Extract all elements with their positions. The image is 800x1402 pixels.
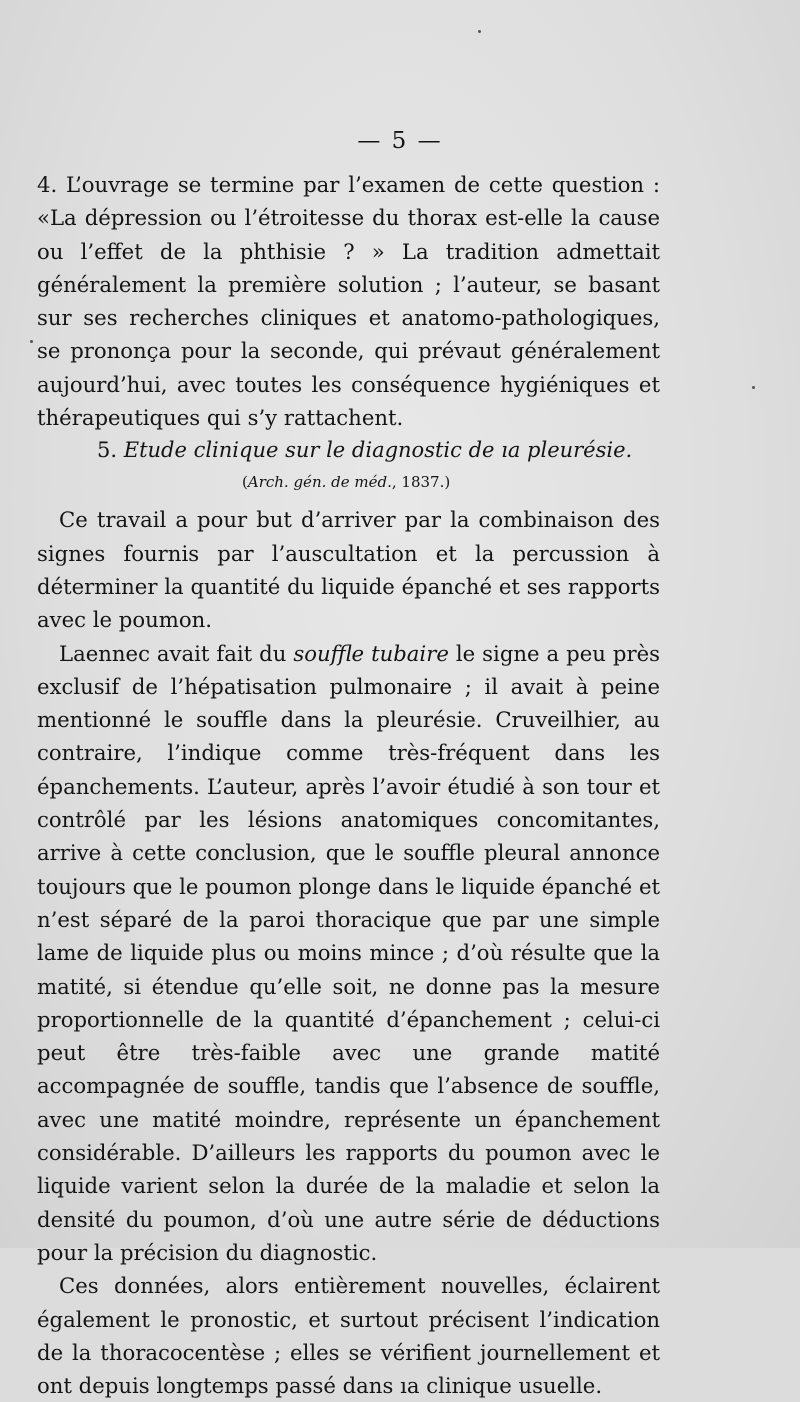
paragraph-item-4: 4. L’ouvrage se termine par l’examen de cette question : «La dépression ou l’étroitesse du thorax est-elle la cause ou l’effet de la phthisie ? » La tradition admettait généralement la première solution ; l’auteur, se basant sur ses recherches cliniques et anatomo-pathologiques, se prononça pour la seconde, qui prévaut généralement aujourd’hui, avec toutes les conséquence hygiéniques et thérapeutiques qui s’y rattachent. bbox=[37, 172, 660, 431]
section-heading bbox=[37, 434, 660, 467]
page-speck bbox=[30, 340, 33, 343]
souffle-tubaire-term: souffle tubaire bbox=[293, 640, 449, 666]
citation-journal: Arch. gén. de méd. bbox=[247, 473, 392, 492]
citation-year: , 1837.) bbox=[391, 473, 451, 492]
paragraph-laennec bbox=[37, 637, 660, 1270]
paragraph-laennec-rest: le signe a peu près exclusif de l’hépatisation pulmonaire ; il avait à peine mentionné le souffle dans la pleurésie. Cruveilhier, au contraire, l’indique comme très-fréquent dans les épanchements. L’auteur, après l’avoir étudié à son tour et contrôlé par les lésions anatomiques concomitantes, arrive à cette conclusion, que le souffle pleural annonce toujours que le poumon plonge dans le liquide épanché et n’est séparé de la paroi thoracique que par une simple lame de liquide plus ou moins mince ; d’où résulte que la matité, si étendue qu’elle soit, ne donne pas la mesure proportionnelle de la quantité d’épanchement ; celui-ci peut être très-faible avec une grande matité accompagnée de souffle, tandis que l’absence de souffle, avec une matité moindre, représente un épanchement considérable. D’ailleurs les rapports du poumon avec le liquide varient selon la durée de la maladie et selon la densité du poumon, d’où une autre série de déductions pour la précision du diagnostic. bbox=[37, 640, 661, 1265]
page-number: — 5 — bbox=[357, 128, 443, 154]
page-speck bbox=[752, 386, 755, 389]
section-title: Etude clinique sur le diagnostic de ıa pleurésie. bbox=[123, 438, 633, 463]
section-number: 5. bbox=[97, 438, 118, 463]
paragraph-laennec-start: Laennec avait fait du bbox=[59, 640, 294, 666]
body-text bbox=[37, 168, 660, 1402]
citation-open: ( bbox=[242, 473, 248, 492]
paragraph-purpose: Ce travail a pour but d’arriver par la combinaison des signes fournis par l’auscultation et la percussion à déterminer la quantité du liquide épanché et ses rapports avec le poumon. bbox=[37, 507, 660, 633]
page-speck bbox=[478, 30, 481, 33]
citation bbox=[37, 467, 660, 497]
paragraph-conclusion: Ces données, alors entièrement nouvelles, éclairent également le pronostic, et surtout précisent l’indication de la thoracocentèse ; elles se vérifient journellement et ont depuis longtemps passé dans ıa clinique usuelle. bbox=[37, 1273, 660, 1399]
